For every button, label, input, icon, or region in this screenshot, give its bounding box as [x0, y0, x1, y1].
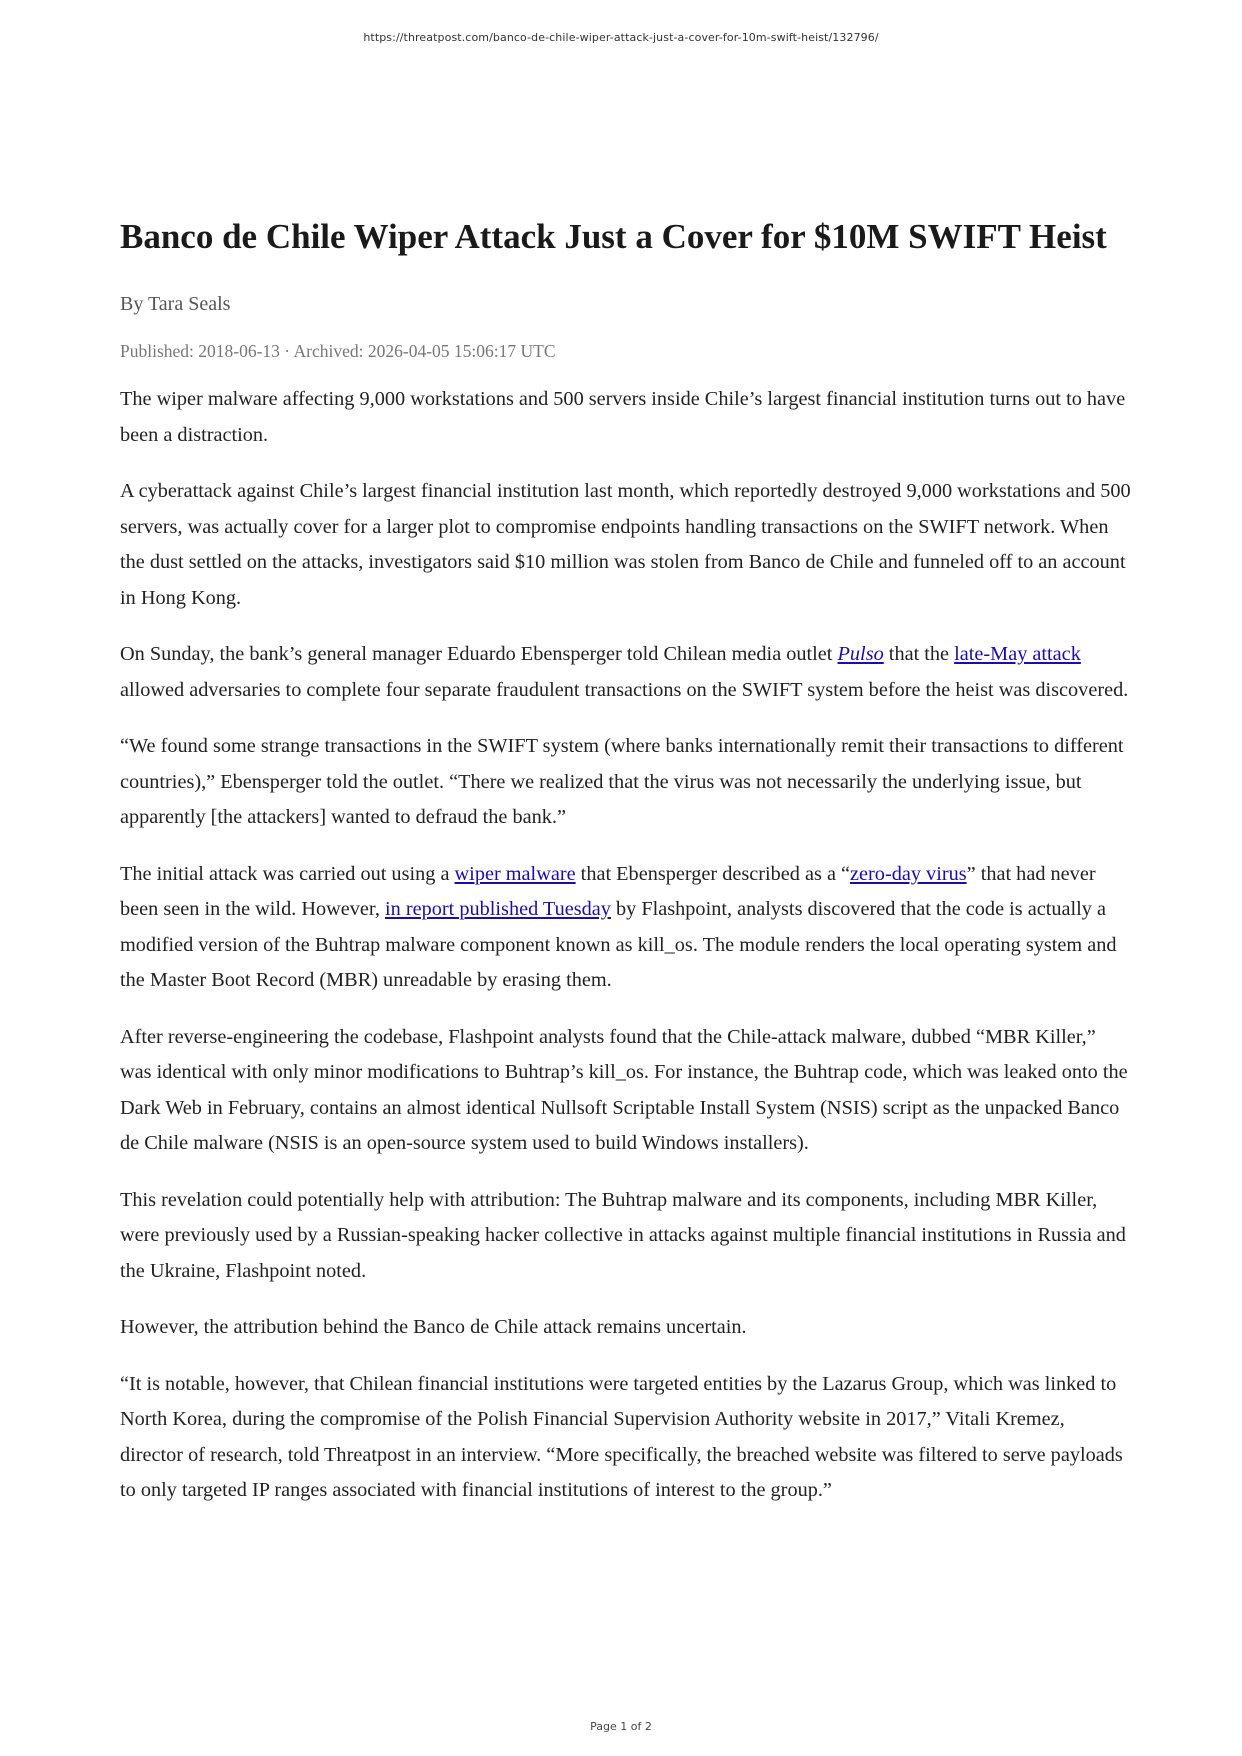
- paragraph-5-text-2: that Ebensperger described as a “: [575, 862, 851, 885]
- paragraph-5-text-3: ” that had never been seen in the wild. However,: [120, 862, 1096, 920]
- article-title: Banco de Chile Wiper Attack Just a Cover for $10M SWIFT Heist: [120, 217, 1107, 256]
- wiper-malware-link[interactable]: wiper malware: [454, 862, 576, 885]
- paragraph-8: However, the attribution behind the Banco de Chile attack remains uncertain.: [120, 1316, 747, 1338]
- report-published-tuesday-link[interactable]: in report published Tuesday: [385, 898, 611, 920]
- pulso-link[interactable]: Pulso: [837, 643, 884, 665]
- article-meta: Published: 2018-06-13 · Archived: 2026-04-05 15:06:17 UTC: [120, 341, 556, 361]
- paragraph-2: A cyberattack against Chile’s largest financial institution last month, which reportedly destroyed 9,000 workstations and 500 servers, was actually cover for a larger plot to compromise endpoints handling transactions on the SWIFT network. When the dust settled on the attacks, investigators said $10 million was stolen from Banco de Chile and funneled off to an account in Hong Kong.: [120, 480, 1131, 609]
- paragraph-5-text-4: by Flashpoint, analysts discovered that the code is actually a modified version of the Buhtrap malware component known as kill_os. The module renders the local operating system and the Master Boot Record (MBR) unreadable by erasing them.: [120, 898, 1117, 991]
- paragraph-5-text-1: The initial attack was carried out using a: [120, 862, 455, 885]
- paragraph-1: The wiper malware affecting 9,000 workstations and 500 servers inside Chile’s largest financial institution turns out to have been a distraction.: [120, 388, 1126, 446]
- zero-day-virus-link[interactable]: zero-day virus: [850, 862, 967, 885]
- paragraph-5: [120, 857, 1132, 999]
- paragraph-3-text-2: that the: [883, 643, 955, 665]
- paragraph-3-text-3: allowed adversaries to complete four separate fraudulent transactions on the SWIFT system before the heist was discovered.: [120, 678, 1129, 701]
- paragraph-3-text-1: On Sunday, the bank’s general manager Eduardo Ebensperger told Chilean media outlet: [120, 643, 838, 665]
- paragraph-7: This revelation could potentially help with attribution: The Buhtrap malware and its components, including MBR Killer, were previously used by a Russian-speaking hacker collective in attacks against multiple financial institutions in Russia and the Ukraine, Flashpoint noted.: [120, 1188, 1126, 1282]
- paragraph-3: [120, 637, 1132, 708]
- paragraph-4: “We found some strange transactions in the SWIFT system (where banks internationally remit their transactions to different countries),” Ebensperger told the outlet. “There we realized that the virus was not necessarily the underlying issue, but apparently [the attackers] wanted to defraud the bank.”: [120, 735, 1124, 828]
- paragraph-6: After reverse-engineering the codebase, Flashpoint analysts found that the Chile-attack malware, dubbed “MBR Killer,” was identical with only minor modifications to Buhtrap’s kill_os. For instance, the Buhtrap code, which was leaked onto the Dark Web in February, contains an almost identical Nullsoft Scriptable Install System (NSIS) script as the unpacked Banco de Chile malware (NSIS is an open-source system used to build Windows installers).: [120, 1025, 1128, 1154]
- late-may-attack-link[interactable]: late-May attack: [954, 643, 1081, 665]
- article-body: [120, 382, 1132, 1509]
- page-number: Page 1 of 2: [590, 1720, 652, 1733]
- article: [120, 212, 1132, 1530]
- page-url-header: https://threatpost.com/banco-de-chile-wiper-attack-just-a-cover-for-10m-swift-heist/132796/: [363, 31, 879, 44]
- paragraph-9: “It is notable, however, that Chilean financial institutions were targeted entities by the Lazarus Group, which was linked to North Korea, during the compromise of the Polish Financial Supervision Authority website in 2017,” Vitali Kremez, director of research, told Threatpost in an interview. “More specifically, the breached website was filtered to serve payloads to only targeted IP ranges associated with financial institutions of interest to the group.”: [120, 1372, 1123, 1501]
- article-byline: By Tara Seals: [120, 293, 231, 315]
